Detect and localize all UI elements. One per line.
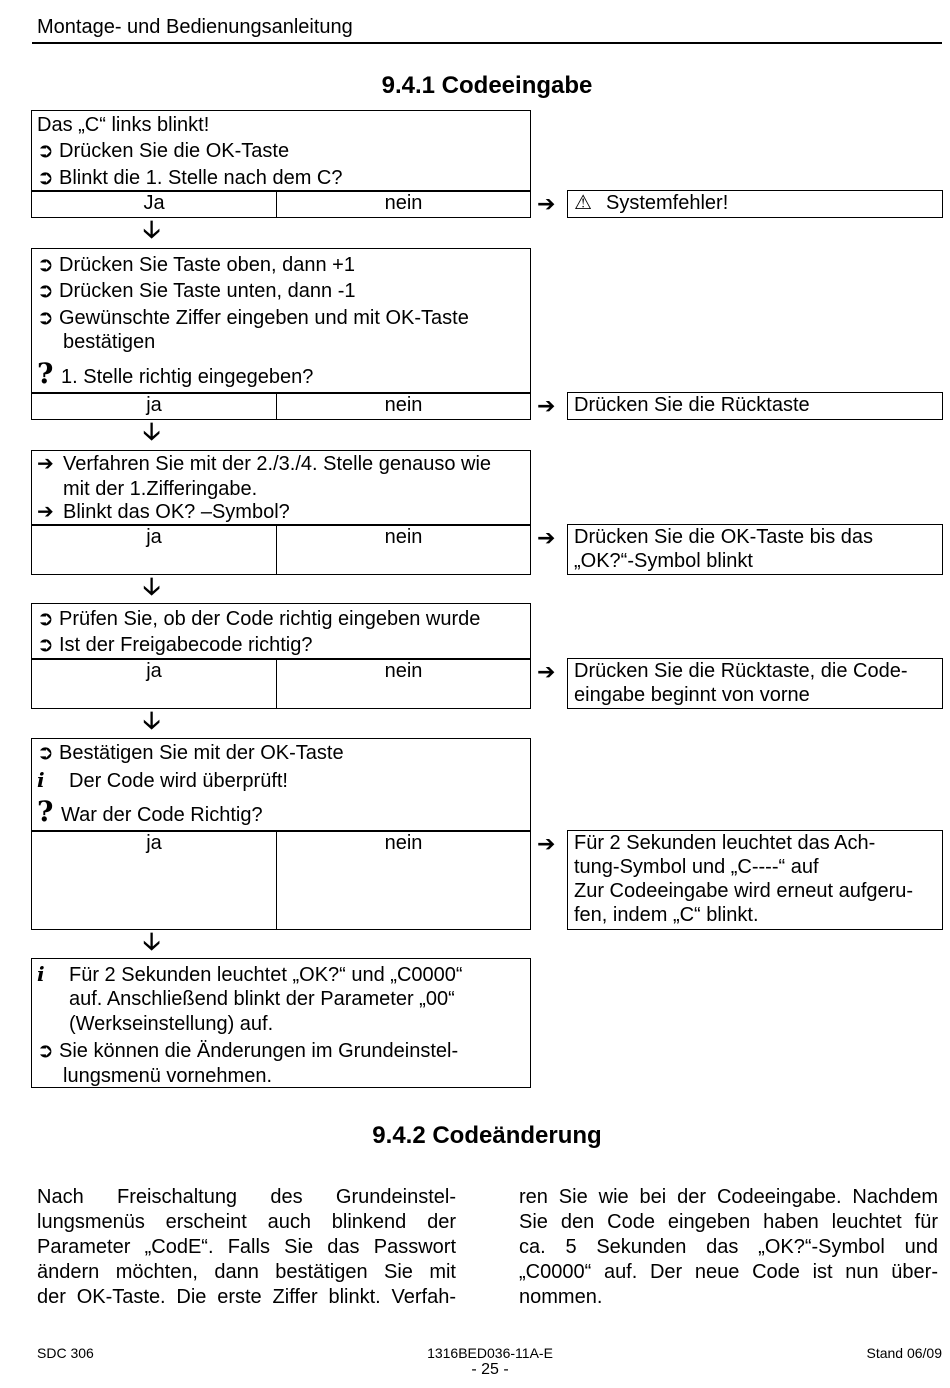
info-icon: i <box>37 768 45 792</box>
step6-line1: i Für 2 Sekunden leuchtet „OK?“ und „C0000“ <box>37 962 463 986</box>
step6-line4: ➲ Sie können die Änderungen im Grundeinstel- <box>37 1040 459 1062</box>
down-arrow-icon: 🡣 <box>143 573 161 600</box>
question-mark-icon: ? <box>37 795 54 828</box>
right-arrow-icon: ➔ <box>537 525 556 550</box>
step4-no-cell: nein <box>276 658 531 709</box>
step5-yes-cell: ja <box>31 830 277 930</box>
info-icon: i <box>37 962 45 986</box>
step2-line2: ➲ Drücken Sie Taste unten, dann -1 <box>37 280 356 302</box>
right-arrow-icon: ➔ <box>537 831 556 856</box>
step4-line2: ➲ Ist der Freigabecode richtig? <box>37 634 313 656</box>
footer-center: 1316BED036-11A-E <box>427 1345 553 1361</box>
hook-arrow-icon: ➲ <box>37 280 54 302</box>
step1-line1: Das „C“ links blinkt! <box>37 114 210 136</box>
step6-line3: (Werkseinstellung) auf. <box>69 1013 274 1035</box>
step4-result-box: Drücken Sie die Rücktaste, die Code- eingabe beginnt von vorne <box>567 658 943 709</box>
step5-line1: ➲ Bestätigen Sie mit der OK-Taste <box>37 742 344 764</box>
step5-line3: ? War der Code Richtig? <box>37 795 263 828</box>
warning-triangle-icon: ⚠ <box>574 192 592 214</box>
header-rule <box>32 42 942 44</box>
section2-left-column: Nach Freischaltung des Grundeinstel- lungsmenüs erscheint auch blinkend der Parameter „CodE“. Falls Sie das Passwort ändern möchten, dann bestätigen Sie mit der OK-Taste. Die erste Ziffer blinkt. Verfah- <box>37 1186 456 1308</box>
hook-arrow-icon: ➲ <box>37 742 54 764</box>
step2-line1: ➲ Drücken Sie Taste oben, dann +1 <box>37 254 355 276</box>
section-title-codeeingabe: 9.4.1 Codeeingabe <box>381 72 593 99</box>
page-number: - 25 - <box>471 1361 509 1378</box>
step1-result-box: ⚠ Systemfehler! <box>567 190 943 218</box>
step3-line2: mit der 1.Zifferingabe. <box>63 478 258 500</box>
footer-left: SDC 306 <box>37 1345 94 1361</box>
step3-line3: ➔ Blinkt das OK? –Symbol? <box>37 501 290 523</box>
step6-line2: auf. Anschließend blinkt der Parameter „00“ <box>69 988 455 1010</box>
hook-arrow-icon: ➲ <box>37 634 54 656</box>
hook-arrow-icon: ➲ <box>37 608 54 630</box>
right-arrow-icon: ➔ <box>537 191 556 216</box>
step3-result-box: Drücken Sie die OK-Taste bis das „OK?“-Symbol blinkt <box>567 524 943 575</box>
step5-no-cell: nein <box>276 830 531 930</box>
section2-right-column: ren Sie wie bei der Codeeingabe. Nachdem Sie den Code eingeben haben leuchtet für ca. 5 Sekunden das „OK?“-Symbol und „C0000“ auf. Der neue Code ist nun über- nommen. <box>519 1186 938 1308</box>
question-mark-icon: ? <box>37 357 54 390</box>
step6-line5: lungsmenü vornehmen. <box>63 1065 273 1087</box>
right-arrow-icon: ➔ <box>537 659 556 684</box>
right-arrow-icon: ➔ <box>37 453 54 475</box>
down-arrow-icon: 🡣 <box>143 707 161 734</box>
step1-yes-cell: Ja <box>31 190 277 218</box>
step1-no-cell: nein <box>276 190 531 218</box>
step1-line3: ➲ Blinkt die 1. Stelle nach dem C? <box>37 167 343 189</box>
step2-line4: bestätigen <box>63 331 156 353</box>
step5-result-box: Für 2 Sekunden leuchtet das Ach- tung-Symbol und „C----“ auf Zur Codeeingabe wird erneut aufgeru- fen, indem „C“ blinkt. <box>567 830 943 930</box>
header-title: Montage- und Bedienungsanleitung <box>37 16 353 38</box>
step2-yes-cell: ja <box>31 392 277 420</box>
right-arrow-icon: ➔ <box>37 501 54 523</box>
section-title-codeaenderung: 9.4.2 Codeänderung <box>372 1122 602 1149</box>
step2-line5: ? 1. Stelle richtig eingegeben? <box>37 357 314 390</box>
step2-line3: ➲ Gewünschte Ziffer eingeben und mit OK-Taste <box>37 307 469 329</box>
step5-line2: i Der Code wird überprüft! <box>37 768 288 792</box>
step2-no-cell: nein <box>276 392 531 420</box>
step3-line1: ➔ Verfahren Sie mit der 2./3./4. Stelle genauso wie <box>37 453 492 475</box>
step3-yes-cell: ja <box>31 524 277 575</box>
step2-result-box: Drücken Sie die Rücktaste <box>567 392 943 420</box>
down-arrow-icon: 🡣 <box>143 418 161 445</box>
hook-arrow-icon: ➲ <box>37 167 54 189</box>
down-arrow-icon: 🡣 <box>143 928 161 955</box>
hook-arrow-icon: ➲ <box>37 254 54 276</box>
right-arrow-icon: ➔ <box>537 393 556 418</box>
down-arrow-icon: 🡣 <box>143 216 161 243</box>
step1-line2: ➲ Drücken Sie die OK-Taste <box>37 140 290 162</box>
footer-right: Stand 06/09 <box>866 1345 942 1361</box>
step4-line1: ➲ Prüfen Sie, ob der Code richtig eingeben wurde <box>37 608 481 630</box>
step3-no-cell: nein <box>276 524 531 575</box>
hook-arrow-icon: ➲ <box>37 140 54 162</box>
step4-yes-cell: ja <box>31 658 277 709</box>
hook-arrow-icon: ➲ <box>37 1040 54 1062</box>
hook-arrow-icon: ➲ <box>37 307 54 329</box>
